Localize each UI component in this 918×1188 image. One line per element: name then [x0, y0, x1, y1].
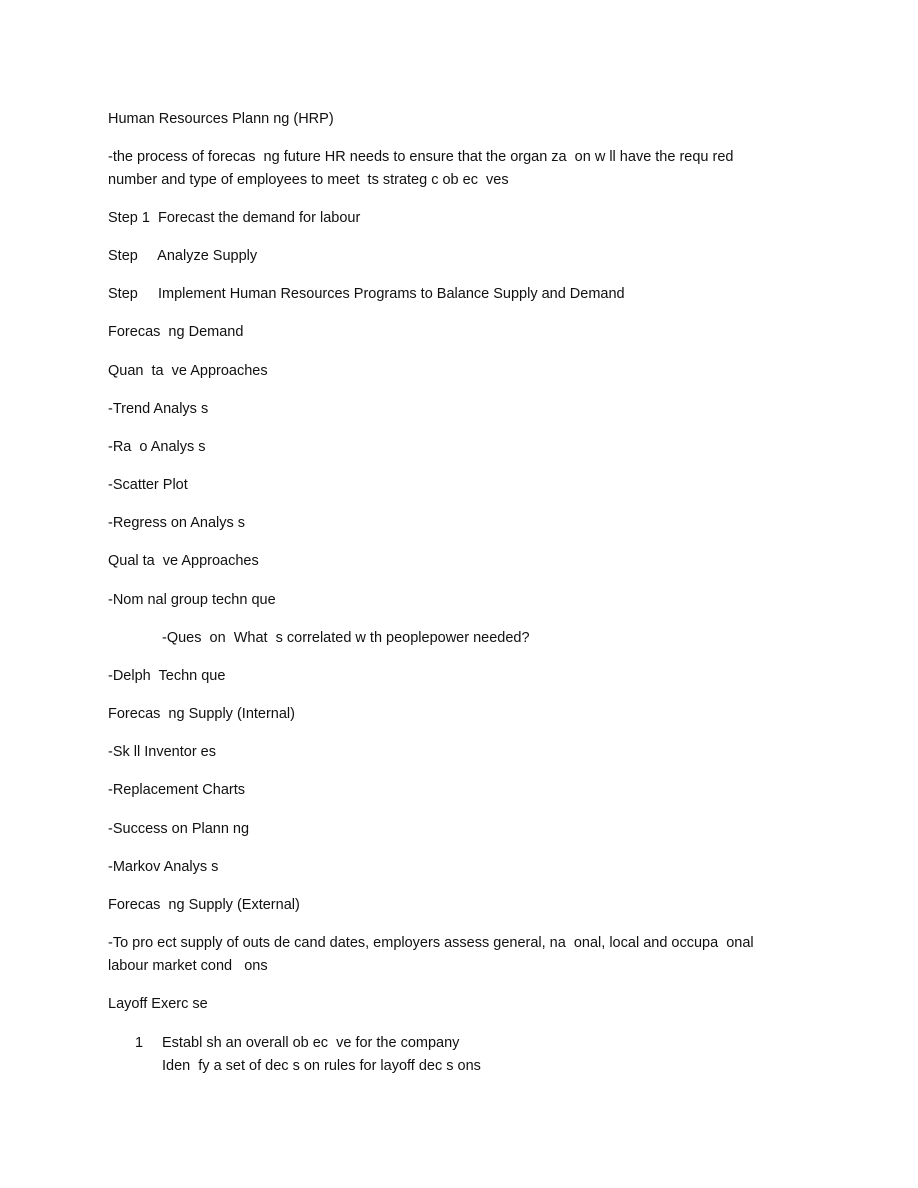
list-item: -Sk ll Inventor es — [108, 744, 216, 760]
definition-line-2: number and type of employees to meet ts strateg c ob ec ves — [108, 172, 509, 188]
step-3: Step Implement Human Resources Programs to Balance Supply and Demand — [108, 286, 625, 302]
list-item: -Markov Analys s — [108, 859, 219, 875]
numbered-list-item: Iden fy a set of dec s on rules for layoff dec s ons — [162, 1058, 481, 1074]
numbered-list-marker: 1 — [135, 1035, 144, 1051]
step-2: Step Analyze Supply — [108, 248, 258, 264]
external-line-2: labour market cond ons — [108, 958, 268, 974]
definition-line-1: -the process of forecas ng future HR needs to ensure that the organ za on w ll have the requ red — [108, 149, 734, 165]
heading-supply-external: Forecas ng Supply (External) — [108, 897, 300, 913]
document-title: Human Resources Plann ng (HRP) — [108, 111, 334, 127]
list-item: -Nom nal group techn que — [108, 592, 276, 608]
heading-supply-internal: Forecas ng Supply (Internal) — [108, 706, 295, 722]
numbered-list-item: Establ sh an overall ob ec ve for the company — [162, 1035, 460, 1051]
heading-forecasting-demand: Forecas ng Demand — [108, 324, 244, 340]
list-item: -Success on Plann ng — [108, 821, 250, 837]
heading-qualitative: Qual ta ve Approaches — [108, 553, 259, 569]
list-item: -Trend Analys s — [108, 401, 209, 417]
list-item: -Regress on Analys s — [108, 515, 246, 531]
heading-layoff-exercise: Layoff Exerc se — [108, 996, 208, 1012]
list-item: -Delph Techn que — [108, 668, 226, 684]
heading-quantitative: Quan ta ve Approaches — [108, 363, 268, 379]
step-1: Step 1 Forecast the demand for labour — [108, 210, 361, 226]
list-subitem: -Ques on What s correlated w th peoplepower needed? — [162, 630, 530, 646]
external-line-1: -To pro ect supply of outs de cand dates, employers assess general, na onal, local and occupa onal — [108, 935, 754, 951]
list-item: -Replacement Charts — [108, 782, 245, 798]
list-item: -Scatter Plot — [108, 477, 188, 493]
list-item: -Ra o Analys s — [108, 439, 206, 455]
